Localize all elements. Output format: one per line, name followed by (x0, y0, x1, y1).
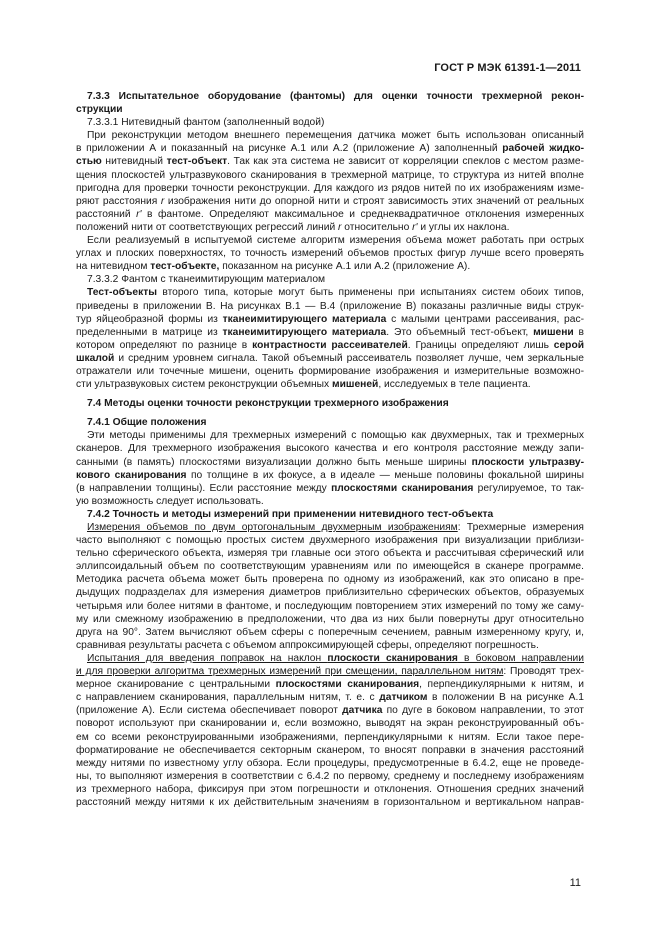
text-line (76, 744, 584, 757)
text-run: , исследуемых в теле пациента. (378, 379, 531, 391)
text-line (76, 573, 584, 586)
text-line (76, 495, 584, 508)
text-run: . Границы определяют лишь (407, 339, 554, 351)
text-run: : Проводят трех- (503, 666, 584, 678)
text-run: эллипсоидальный объем по соответствующим уравнениям или по имеющейся в сканере программе. (76, 561, 584, 573)
text-run: в боковом направлении (457, 652, 584, 664)
text-run: санными (в память) плоскостями визуализации должно быть меньше ширины (76, 456, 472, 468)
text-run: ряют расстояния (76, 195, 161, 207)
text-run: 7.4.2 Точность и методы измерений при применении нитевидного тест-объекта (87, 508, 494, 520)
text-line (76, 365, 584, 378)
text-run: в приложении А и показанный на рисунке А.1 или А.2 (приложение А) заполненный (76, 143, 503, 155)
text-line (76, 639, 584, 652)
text-run: Эти методы применимы для трехмерных измерений с помощью как двухмерных, так и трехмерных (87, 430, 584, 442)
text-run: нитевидный (101, 156, 167, 168)
text-line (76, 300, 584, 313)
text-line (76, 456, 584, 469)
text-run: ны, то выполняют измерения в соответствии с 6.4.2 по первому, среднему и последнему изображениям (76, 770, 584, 782)
text-run: , перпендикулярными к нитям, и (419, 679, 584, 691)
text-run: показанном на рисунке А.1 или А.2 (приложение А). (219, 261, 471, 273)
text-line (76, 678, 584, 691)
text-run: (приложение А). Если система обеспечивает поворот (76, 705, 343, 717)
text-run: : Трехмерные измерения (457, 522, 584, 533)
text-run: Испытания для введения поправок на наклон (87, 652, 328, 664)
text-run: ую возможность следует использовать. (76, 495, 264, 507)
page-number: 11 (569, 877, 581, 889)
text-run: Если реализуемый в испытуемой системе алгоритм измерения объема может работать при острых (87, 235, 584, 247)
text-line (76, 221, 584, 234)
text-run: сравнивая результаты расчета с объемом аппроксимирующей сферы, определяют погрешность. (76, 639, 539, 651)
text-run: мишеней (332, 379, 379, 391)
text-run: r' (136, 208, 142, 220)
text-line (76, 378, 584, 391)
text-run: дыдущих подразделах для измерения диаметров приблизительно сферических объектов, образуемых (76, 587, 584, 599)
text-line (76, 397, 584, 410)
text-line (76, 116, 584, 129)
text-line (76, 652, 584, 665)
text-line (76, 208, 584, 221)
text-run: r (338, 221, 342, 233)
text-run: датчика (342, 705, 383, 717)
text-line (76, 691, 584, 704)
text-run: рабочей жидко- (502, 143, 585, 155)
text-line (76, 600, 584, 613)
text-line (76, 469, 584, 482)
text-run: При реконструкции методом внешнего перемещения датчика может быть использован описанный (87, 130, 584, 142)
text-line (76, 586, 584, 599)
text-line (76, 704, 584, 717)
text-line (76, 717, 584, 730)
text-line (76, 534, 584, 547)
text-run: r' (412, 221, 418, 233)
text-line (76, 142, 584, 155)
text-line (76, 560, 584, 573)
text-line (76, 508, 584, 521)
text-run: плоскости сканирования (327, 652, 458, 664)
text-run: 7.3.3 Испытательное оборудование (фантомы) для оценки точности трехмерной рекон- (87, 91, 584, 102)
text-line (76, 90, 584, 103)
text-run: r (160, 195, 165, 207)
text-line (76, 429, 584, 442)
text-line (76, 352, 584, 365)
text-line (76, 313, 584, 326)
text-line (76, 339, 584, 352)
text-run: расстояний между нитями к их действительным значениям в горизонтальном и вертикальном направ- (76, 796, 584, 808)
text-line (76, 234, 584, 247)
text-run: из трехмерного набора, фиксируя при этом погрешности и отклонения. Отношения средних значений (76, 783, 584, 795)
text-run: второго типа, которые могут быть применены при испытаниях систем обоих типов, (156, 287, 584, 299)
text-run: расстояний (76, 208, 137, 220)
text-run: плоскостями сканирования (275, 679, 420, 691)
text-line (76, 326, 584, 339)
text-line (76, 613, 584, 626)
text-run: струкции (76, 104, 123, 116)
text-line (76, 757, 584, 770)
text-run: тельно сферического объекта, измеряя три главные оси этого объекта и рассчитывая сферический или (76, 548, 584, 560)
text-line (76, 416, 584, 429)
text-run: регулируемое, то так- (473, 482, 585, 494)
text-run: относительно (341, 221, 413, 233)
text-run: тест-объекте, (150, 261, 220, 273)
text-run: и средним уровнем сигнала. Такой объемный рассеиватель позволяет лучше, чем зеркальные (114, 352, 584, 364)
text-run: положений нити от соответствующих регрессий линий (76, 221, 339, 233)
text-run: . Так как эта система не зависит от корреляции спеклов с местом разме- (227, 156, 584, 168)
text-run: Тест-объекты (87, 287, 157, 299)
text-run: с малыми центрами рассеивания, рас- (386, 313, 584, 325)
text-line (76, 273, 584, 286)
text-run: между нитями по известному углу обзора. Если процедуры, предусмотренные в 6.4.2, еще не проведе- (76, 757, 584, 769)
text-line (76, 770, 584, 783)
text-run: изображения нити до опорной нити и строят зависимость этих значений от реальных (164, 195, 584, 207)
text-run: Методика расчета объема может быть проверена по одному из изображений, как это описано в пре- (76, 574, 584, 586)
text-run: часто выполняют с помощью простых систем двухмерного изображения при визуализации приблизи- (76, 535, 584, 547)
text-run: форматирование не обеспечивается секторным сканером, то вносят поправки в значения расстояний (76, 744, 584, 756)
text-run: котором определяют по разнице в (76, 339, 253, 351)
text-run: . Это объемный тест-объект, (386, 326, 534, 338)
text-run: поворот используют при сканировании и, если возможно, выводят на экран реконструированный объ- (76, 718, 584, 730)
text-run: щения плоскостей ультразвукового сканирования в трехмерной матрице, то структура из нитей вполне (76, 169, 584, 181)
text-run: 7.3.3.1 Нитевидный фантом (заполненный водой) (87, 117, 325, 129)
text-line (76, 442, 584, 455)
text-run: Измерения объемов по двум ортогональным двухмерным изображениям (87, 522, 458, 533)
text-run: плоскости ультразву- (471, 456, 584, 468)
text-run: мерное сканирование с центральными (76, 679, 276, 691)
text-run: тканеимитирующего материала (222, 313, 387, 325)
text-run: приведены в приложении В. На рисунках В.1 — В.4 (приложение В) показаны различные виды струк- (76, 300, 584, 312)
text-line (76, 155, 584, 168)
text-run: в положении В на рисунке А.1 (427, 692, 585, 704)
text-run: му или смежному изображению в предположении, что два из них были повернуты друг относительно (76, 613, 584, 625)
text-run: друга на 90°. Затем вычисляют объем сферы с поперечным сечением, равным измеренному кругу, и, (76, 626, 584, 638)
text-run: тест-объект (166, 156, 228, 168)
text-run: ем со всеми реконструированными изображениями, перпендикулярными к нитям. Если такое пере- (76, 731, 584, 743)
text-line (76, 547, 584, 560)
text-run: сканеров. Для трехмерного изображения высокого качества и его контроля расстояние между запи- (76, 443, 584, 455)
text-run: по дуге в боковом направлении, то этот (382, 705, 584, 717)
document-body (76, 90, 584, 809)
document-code-header: ГОСТ Р МЭК 61391-1—2011 (434, 62, 581, 74)
text-run: серой (553, 339, 585, 351)
text-run: стью (76, 156, 102, 168)
text-line (76, 260, 584, 273)
text-run: плоскостями сканирования (331, 482, 474, 494)
text-line (76, 103, 584, 116)
text-run: 7.3.3.2 Фантом с тканеимитирующим материалом (87, 274, 326, 286)
text-run: 7.4.1 Общие положения (87, 417, 207, 429)
text-line (76, 626, 584, 639)
text-run: и для проверки алгоритма трехмерных измерений при смещении, параллельном нитям (76, 666, 504, 678)
text-run: тур яйцеобразной формы из (76, 313, 223, 325)
text-line (76, 182, 584, 195)
text-run: в фантоме. Определяют максимальное и среднеквадратичное отклонения измеренных (141, 208, 584, 220)
text-line (76, 286, 584, 299)
text-run: отражатели или точечные мишени, оценить формирование изображения и измерительные возможно- (76, 365, 584, 377)
text-line (76, 169, 584, 182)
text-line (76, 129, 584, 142)
text-run: с направлением сканирования, параллельным нитям, т. е. с (76, 692, 380, 704)
text-line (76, 195, 584, 208)
text-run: тканеимитирующего материала (222, 326, 387, 338)
text-run: пригодна для проверки точности реконструкции. Для каждого из рядов нитей по их изображениям изме- (76, 182, 584, 194)
text-run: (в направлении толщины). Если расстояние между (76, 482, 332, 494)
text-run: в (573, 326, 584, 338)
text-run: и углы их наклона. (417, 221, 510, 233)
text-run: шкалой (76, 352, 115, 364)
text-run: датчиком (379, 692, 428, 704)
text-run: четырьмя или более нитями в фантоме, и последующим повторением этих измерений по тому же саму- (76, 600, 584, 612)
text-run: мишени (533, 326, 574, 338)
text-run: углах и плоских поверхностях, то точность измерений объемов простых фигур лучше всего проверять (76, 248, 584, 260)
text-line (76, 783, 584, 796)
text-run: кового сканирования (76, 469, 187, 481)
text-run: на нитевидном (76, 261, 151, 273)
text-line (76, 731, 584, 744)
text-run: пределенными в матрице из (76, 326, 223, 338)
text-line (76, 796, 584, 809)
text-run: контрастности рассеивателей (252, 339, 408, 351)
text-line (76, 247, 584, 260)
text-line (76, 665, 584, 678)
text-run: 7.4 Методы оценки точности реконструкции трехмерного изображения (87, 398, 449, 410)
text-line (76, 482, 584, 495)
text-run: по толщине в их фокусе, а в идеале — меньше половины фокальной ширины (186, 469, 584, 481)
text-line (76, 521, 584, 534)
text-run: сти ультразвуковых систем реконструкции объемных (76, 379, 333, 391)
